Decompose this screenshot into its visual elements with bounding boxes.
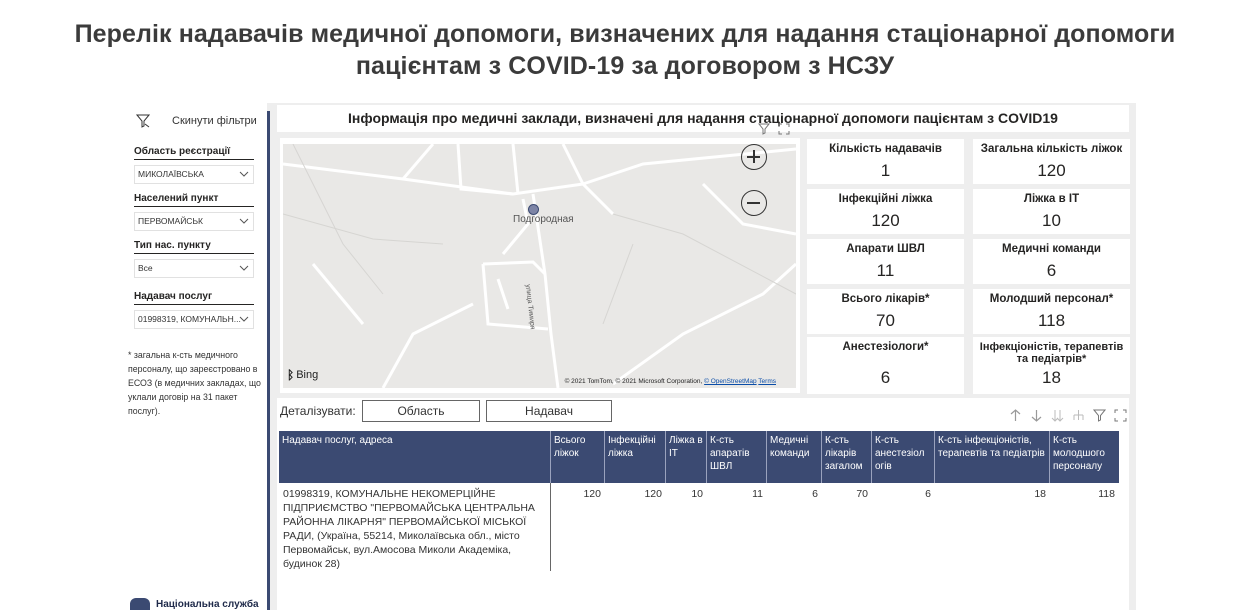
reset-filters-label: Скинути фільтри	[172, 115, 257, 127]
drill-region-button[interactable]: Область	[362, 400, 480, 422]
slicer-settlement-type-title: Тип нас. пункту	[134, 240, 254, 254]
kpi-value: 118	[1037, 311, 1066, 330]
kpi-infectious-beds	[807, 189, 964, 234]
kpi-value: 11	[876, 261, 895, 280]
table-cell: 120	[583, 488, 601, 500]
table-cell: 118	[1098, 488, 1115, 500]
dashboard-header: Інформація про медичні заклади, визначені для надання стаціонарної допомоги пацієнтам з COVID19	[277, 105, 1129, 132]
bing-logo	[287, 368, 318, 382]
kpi-label: Ліжка в ІТ	[1023, 193, 1080, 205]
table-header-cell[interactable]: К-сть молодшого персоналу	[1053, 435, 1105, 472]
osm-link[interactable]: © OpenStreetMap	[704, 378, 757, 385]
kpi-label: Медичні команди	[1002, 243, 1101, 255]
kpi-value: 70	[876, 311, 895, 330]
kpi-label: Загальна кількість ліжок	[980, 143, 1123, 155]
next-level-icon[interactable]	[1051, 409, 1064, 422]
table-header-row	[279, 431, 1119, 483]
slicer-city-title: Населений пункт	[134, 193, 254, 207]
bing-icon: ᛒ	[287, 368, 295, 382]
table-header-cell[interactable]: Ліжка в ІТ	[666, 431, 707, 483]
chevron-down-icon	[239, 217, 249, 225]
focus-mode-icon[interactable]	[778, 123, 790, 135]
expand-hierarchy-icon[interactable]	[1072, 409, 1085, 422]
kpi-value: 18	[1042, 368, 1061, 387]
table-cell: 120	[644, 488, 662, 500]
table-cell: 11	[752, 488, 763, 500]
table-cell: 70	[856, 488, 868, 500]
kpi-total-doctors	[807, 289, 964, 334]
table-cell: 18	[1034, 488, 1046, 500]
kpi-label: Анестезіологи*	[842, 341, 929, 353]
table-header-cell[interactable]: Медичні команди	[767, 431, 822, 483]
slicer-provider-dropdown[interactable]	[134, 310, 254, 329]
kpi-value: 6	[1046, 261, 1057, 280]
chevron-down-icon	[239, 170, 249, 178]
drill-label: Деталізувати:	[280, 404, 356, 418]
slicer-provider-title: Надавач послуг	[134, 291, 254, 305]
kpi-value: 10	[1042, 211, 1061, 230]
slicer-region-dropdown[interactable]	[134, 165, 254, 184]
map-street-label: улица Тимиря	[524, 284, 536, 330]
kpi-label: Кількість надавачів	[829, 143, 942, 155]
slicer-city-value: ПЕРВОМАЙСЬК	[138, 216, 203, 226]
table-header-cell[interactable]: К-сть лікарів загалом	[822, 431, 872, 483]
chevron-down-icon	[239, 264, 249, 272]
map-visual	[280, 138, 800, 393]
reset-filters-button[interactable]	[136, 111, 266, 131]
slicer-provider-value: 01998319, КОМУНАЛЬН...	[138, 314, 241, 324]
slicer-provider	[134, 291, 254, 329]
page-title-line1: Перелік надавачів медичної допомоги, визначених для надання стаціонарної допомоги	[74, 20, 1176, 48]
kpi-label: Всього лікарів*	[841, 293, 930, 305]
kpi-label: Апарати ШВЛ	[846, 243, 925, 255]
kpi-providers-count	[807, 139, 964, 184]
table-cell: 6	[925, 488, 931, 500]
kpi-medical-teams	[973, 239, 1130, 284]
slicer-region-value: МИКОЛАЇВСЬКА	[138, 169, 204, 179]
map-visual-tools	[758, 123, 790, 135]
table-tools	[1009, 409, 1127, 422]
filter-icon	[136, 114, 150, 128]
drill-provider-button[interactable]: Надавач	[486, 400, 612, 422]
table-header-cell[interactable]: К-сть анестезіол огів	[872, 431, 935, 483]
bing-label: Bing	[296, 369, 319, 381]
table-cell: 10	[691, 488, 703, 500]
map-place-label: Подгородная	[513, 214, 574, 225]
kpi-infectionists	[973, 337, 1130, 394]
terms-link[interactable]: Terms	[758, 378, 776, 385]
map-roads	[283, 144, 796, 388]
slicer-settlement-type	[134, 240, 254, 278]
kpi-label: Інфекціоністів, терапевтів та педіатрів*	[979, 341, 1124, 365]
kpi-label: Молодший персонал*	[989, 293, 1114, 305]
kpi-ventilators	[807, 239, 964, 284]
kpi-total-beds	[973, 139, 1130, 184]
focus-mode-icon[interactable]	[1114, 409, 1127, 422]
nszu-logo-text: Національна служба	[156, 598, 259, 610]
kpi-value: 120	[1037, 161, 1066, 180]
slicer-settlement-type-value: Все	[138, 263, 153, 273]
slicer-settlement-type-dropdown[interactable]	[134, 259, 254, 278]
filter-pane	[122, 103, 267, 610]
slicer-region	[134, 146, 254, 184]
page-title	[0, 18, 1250, 82]
table-cell: 6	[812, 488, 818, 500]
map-canvas[interactable]	[283, 144, 796, 388]
nszu-logo	[130, 598, 259, 610]
slicer-city-dropdown[interactable]	[134, 212, 254, 231]
kpi-anesthesiologists	[807, 337, 964, 394]
chevron-down-icon	[239, 315, 249, 323]
filter-icon[interactable]	[1093, 409, 1106, 422]
table-header-cell[interactable]: Надавач послуг, адреса	[279, 431, 551, 483]
table-visual	[277, 398, 1129, 610]
page-title-line2: пацієнтам з COVID-19 за договором з НСЗУ	[355, 52, 895, 80]
kpi-label: Інфекційні ліжка	[838, 193, 933, 205]
table-cell-provider: 01998319, КОМУНАЛЬНЕ НЕКОМЕРЦІЙНЕ ПІДПРИЄМСТВО "ПЕРВОМАЙСЬКА ЦЕНТРАЛЬНА РАЙОННА ЛІКАРНЯ" ПЕРВОМАЙСЬКОЇ МІСЬКОЇ РАДИ, (Україна, 55214, Миколаївська обл., місто Первомайськ, вул.Амосова Миколи Академіка, будинок 28)	[279, 483, 551, 571]
footnote: * загальна к-сть медичного персоналу, що зареєстровано в ЕСОЗ (в медичних закладах, що уклали договір на 31 пакет послуг).	[128, 350, 261, 416]
kpi-value: 120	[871, 211, 900, 230]
table-header-cell[interactable]: К-сть апаратів ШВЛ	[707, 431, 767, 483]
table-header-cell[interactable]: К-сть інфекціоністів, терапевтів та педіатрів	[935, 431, 1050, 483]
kpi-icu-beds	[973, 189, 1130, 234]
drill-up-icon[interactable]	[1009, 409, 1022, 422]
zoom-in-button[interactable]	[741, 144, 767, 170]
kpi-value: 6	[880, 368, 891, 387]
map-copyright-text: © 2021 TomTom, © 2021 Microsoft Corporation,	[564, 378, 703, 385]
map-copyright	[565, 378, 776, 385]
drill-down-icon[interactable]	[1030, 409, 1043, 422]
table-header-cell[interactable]: Всього ліжок	[551, 431, 605, 483]
kpi-junior-staff	[973, 289, 1130, 334]
kpi-value: 1	[880, 161, 891, 180]
slicer-city	[134, 193, 254, 231]
filter-icon[interactable]	[758, 123, 770, 135]
table-header-cell[interactable]: Інфекційні ліжка	[605, 431, 666, 483]
slicer-region-title: Область реєстрації	[134, 146, 254, 160]
shield-icon	[130, 598, 150, 610]
zoom-out-button[interactable]	[741, 190, 767, 216]
table-row[interactable]	[279, 483, 1119, 571]
providers-table	[279, 431, 1119, 571]
